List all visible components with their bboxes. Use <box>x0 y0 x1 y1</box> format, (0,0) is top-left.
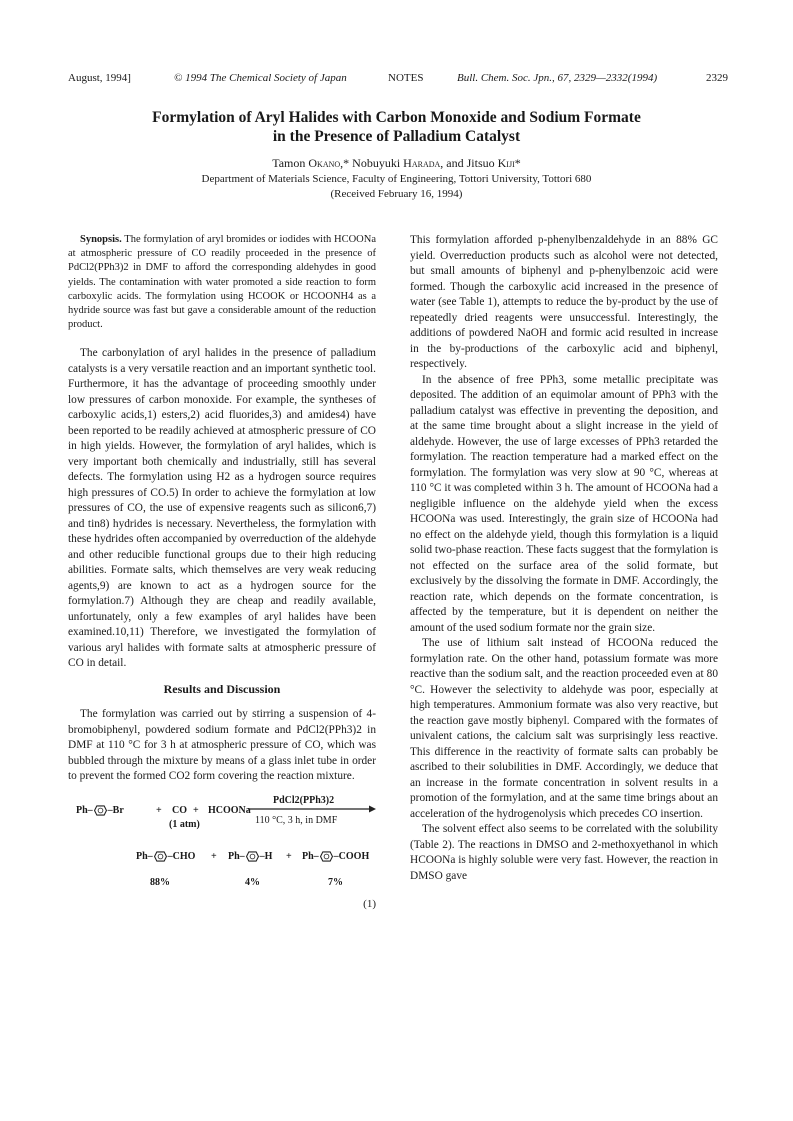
author-2-last: Harada <box>403 156 441 170</box>
header-copyright: © 1994 The Chemical Society of Japan <box>174 72 347 84</box>
synopsis <box>68 233 376 332</box>
author-1-last: Okano <box>308 156 341 170</box>
reaction-scheme <box>68 793 376 917</box>
synopsis-label: Synopsis. <box>80 234 122 245</box>
conditions-label: 110 °C, 3 h, in DMF <box>255 814 338 826</box>
header-citation: Bull. Chem. Soc. Jpn., 67, 2329—2332(1994) <box>457 72 658 84</box>
author-3-last: Kiji <box>497 156 515 170</box>
pressure-note: (1 atm) <box>169 818 200 830</box>
section-heading: Results and Discussion <box>163 681 281 696</box>
reactant-formula: Ph– –Br <box>76 804 124 816</box>
author-2-first: Nobuyuki <box>352 156 401 170</box>
header-section: NOTES <box>388 72 424 84</box>
plus-sign: + <box>211 850 217 862</box>
right-paragraph-3: The use of lithium salt instead of HCOONa reduced the formylation rate. On the other hand, potassium formate was more reactive than the sodium salt, and the reaction proceeded even at 80 °C. However the selectivity to aldehyde was poor, especially at high temperatures. Ammonium formate was also very reactive, but the reaction gave mostly biphenyl. Compared with the formates of univalent cations, the calcium salt was surprisingly less reactive. This difference in the reactivity of formate salts can probably be ascribed to their solubilities in DMF. Accordingly, we deduce that an increase in the formate concentration in solvent results in a promotion of the formylation, and at the same time brings about an acceleration of the hydrogenolysis which precedes CO insertion. <box>410 637 718 820</box>
equation-number: (1) <box>363 897 376 910</box>
author-separator: , and <box>440 156 467 170</box>
yield-biphenyl: 4% <box>245 876 260 888</box>
running-header <box>68 72 728 86</box>
benzene-ring-icon <box>154 851 167 862</box>
carbon-monoxide: CO <box>172 804 187 816</box>
yield-aldehyde: 88% <box>150 876 170 888</box>
product-acid: Ph– –COOH <box>302 850 370 862</box>
intro-paragraph: The carbonylation of aryl halides in the presence of palladium catalysts is a very versatile reaction and an important synthetic tool. Furthermore, it has the advantage of proceeding smoothly under low pressures of carbon monoxide. For example, the syntheses of carboxylic acids,1) esters,2) acid fluorides,3) and amides4) have been reported to be readily achieved at atmospheric pressure of CO in high yields. However, the formylation of aryl halides, which is very important both chemically and industrially, still has several defects. The formylation using H2 as a hydrogen source requires high pressures of CO.5) In order to achieve the formylation at low pressures of CO, the use of expensive reagents such as silicon6,7) and tin8) hydrides is necessary. Nevertheless, the formylation with these hydrides often accompanied by overreduction of the aldehyde and other reducible functional groups due to their high reducing abilities. Formate salts, which themselves are very weak reducing agents,9) are known to act as a hydrogen source for the formylation.7) Although they are cheap and readily available, unfortunately, only a few examples of aryl halides have been examined.10,11) Therefore, we investigated the formylation of various aryl halides with formate salts at atmospheric pressure of CO in detail. <box>68 347 376 670</box>
product-aldehyde: Ph– –CHO <box>136 850 196 862</box>
product-biphenyl: Ph– –H <box>228 850 273 862</box>
synopsis-text: The formylation of aryl bromides or iodides with HCOONa at atmospheric pressure of CO readily proceeded in the presence of PdCl2(PPh3)2 in DMF to afford the corresponding aldehydes in good yields. The contamination with water promoted a side reaction to form carboxylic acids. The formylation using HCOOK or HCOONH4 as a hydride source was fast but gave a considerable amount of the reduction product. <box>68 234 376 331</box>
results-paragraph-1: The formylation was carried out by stirring a suspension of 4-bromobiphenyl, powdered sodium formate and PdCl2(PPh3)2 in DMF at 110 °C for 3 h at atmospheric pressure of CO, which was bubbled through the mixture by means of a glass inlet tube in order to prevent the formed CO2 form covering the reaction mixture. <box>68 708 376 783</box>
affiliation-block <box>80 172 713 202</box>
title-line-2: in the Presence of Palladium Catalyst <box>272 128 521 145</box>
plus-sign: + <box>286 850 292 862</box>
author-1-mark: ,* <box>340 156 353 170</box>
affiliation: Department of Materials Science, Faculty of Engineering, Tottori University, Tottori 680 <box>201 173 592 185</box>
right-paragraph-1: This formylation afforded p-phenylbenzaldehyde in an 88% GC yield. Overreduction products such as alcohol were not detected, but small amounts of biphenyl and p-phenylbenzoic acid were formed. Though the carboxylic acid increased in the presence of water (see Table 1), attempts to reduce the by-product by the use of repeatedly dried reagents were unsuccessful. Interestingly, the additions of powdered NaOH and formic acid resulted in increase in the by-productions of the carboxylic acid and biphenyl, respectively. <box>410 234 718 370</box>
author-3-first: Jitsuo <box>466 156 495 170</box>
benzene-ring-icon <box>320 851 333 862</box>
received-date: (Received February 16, 1994) <box>330 188 463 200</box>
header-date: August, 1994] <box>68 72 131 84</box>
plus-sign: + <box>193 804 199 816</box>
plus-sign: + <box>156 804 162 816</box>
title-line-1: Formylation of Aryl Halides with Carbon Monoxide and Sodium Formate <box>152 109 641 126</box>
catalyst-label: PdCl2(PPh3)2 <box>273 794 335 806</box>
author-3-mark: * <box>514 156 521 170</box>
yield-acid: 7% <box>328 876 343 888</box>
article-title <box>80 108 713 146</box>
sodium-formate: HCOONa <box>208 804 251 816</box>
header-page-number: 2329 <box>706 72 728 84</box>
benzene-ring-icon <box>94 805 107 816</box>
right-paragraph-2: In the absence of free PPh3, some metallic precipitate was deposited. The addition of an equimolar amount of PPh3 with the palladium catalyst was effective in preventing the deposition, and at the same time brought about a slight increase in the yield of aldehyde. However, the use of large excesses of PPh3 retarded the formylation. The reaction temperature had a marked effect on the formylation. The formylation was very slow at 90 °C, whereas at 110 °C it was completed within 3 h. The amount of HCOONa had a negligible influence on the aldehyde yield when the excess HCOONa was used. Interestingly, the grain size of HCOONa had no effect on the aldehyde yield, though this formylation is a liquid solid two-phase reaction. These facts suggest that the formylation is not effected on the surface area of the solid formate, but exclusively by the dissolving the formate in DMF. Accordingly, the reaction rate, which depends on the formate concentration, is affected by the temperature, but it is dependent on neither the amount of the used sodium formate nor the grain size. <box>410 373 718 634</box>
author-1-first: Tamon <box>272 156 306 170</box>
benzene-ring-icon <box>246 851 259 862</box>
reaction-arrow-icon <box>248 805 376 813</box>
right-paragraph-4: The solvent effect also seems to be correlated with the solubility (Table 2). The reactions in DMSO and 2-methoxyethanol in which HCOONa is highly soluble were very fast. However, the reaction in DMSO gave <box>410 823 718 882</box>
left-column <box>68 233 376 917</box>
authors <box>80 156 713 171</box>
right-column <box>410 233 718 884</box>
